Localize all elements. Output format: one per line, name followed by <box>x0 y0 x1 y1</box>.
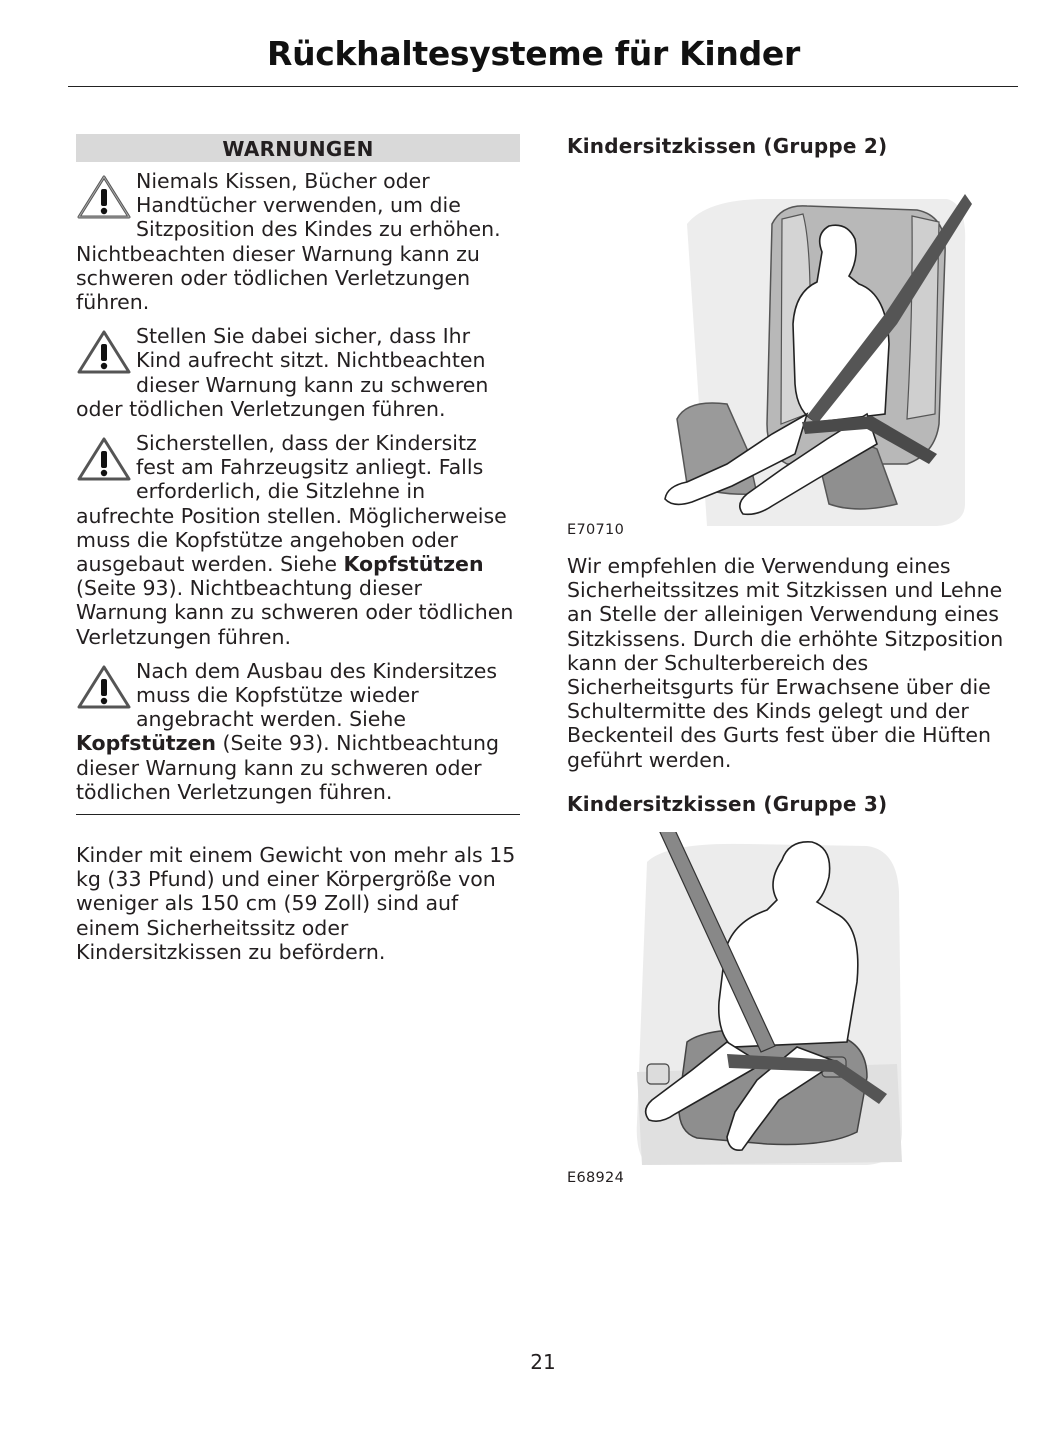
page-title: Rückhaltesysteme für Kinder <box>266 34 800 73</box>
right-column <box>567 134 1019 1186</box>
warning-text: Stellen Sie dabei sicher, dass Ihr Kind aufrecht sitzt. Nichtbeachten dieser Warnung kann zu schweren oder tödlichen Verletzungen führen. <box>76 324 489 421</box>
warning-triangle-icon <box>76 664 132 710</box>
warning-triangle-icon <box>76 436 132 482</box>
warning-text: (Seite 93). Nichtbeachtung dieser Warnung kann zu schweren oder tödlichen Verletzungen führen. <box>76 576 514 649</box>
warning-text: Niemals Kissen, Bücher oder Handtücher verwenden, um die Sitzposition des Kindes zu erhöhen. Nichtbeachten dieser Warnung kann zu schweren oder tödlichen Verletzungen führen. <box>76 169 501 315</box>
warning-triangle-icon <box>76 329 132 375</box>
warning-text: Sicherstellen, dass der Kindersitz fest am Fahrzeugsitz anliegt. Falls erforderlich, die Sitzlehne in aufrechte Position stellen. Möglicherweise muss die Kopfstütze angehoben oder ausgebaut werden. Siehe <box>76 431 507 577</box>
figure-code: E68924 <box>567 1169 625 1186</box>
section-heading-group3: Kindersitzkissen (Gruppe 3) <box>567 791 888 816</box>
cross-reference-link[interactable]: Kopfstützen <box>76 731 217 756</box>
page-number: 21 <box>530 1350 556 1374</box>
warnings-end-rule <box>76 814 520 815</box>
booster-cushion-illustration <box>567 832 1019 1182</box>
warning-triangle-icon <box>76 174 132 220</box>
group2-paragraph: Wir empfehlen die Verwendung eines Sicherheitssitzes mit Sitzkissen und Lehne an Stelle der alleinigen Verwendung eines Sitzkissens. Durch die erhöhte Sitzposition kann der Schulterbereich des Sicherheitsgurts für Erwachsene über die Schultermitte des Kinds gelegt und der Beckenteil des Gurts fest über die Hüften geführt werden. <box>567 554 1004 772</box>
booster-seat-illustration <box>567 164 1019 534</box>
title-rule <box>68 86 1018 87</box>
warning-text: Nach dem Ausbau des Kindersitzes muss die Kopfstütze wieder angebracht werden. Siehe <box>136 658 498 732</box>
warning-item-1 <box>76 169 520 314</box>
left-column <box>76 134 520 964</box>
warning-item-4 <box>76 659 520 804</box>
body-paragraph: Kinder mit einem Gewicht von mehr als 15 kg (33 Pfund) und einer Körpergröße von weniger als 150 cm (59 Zoll) sind auf einem Sicherheitssitz oder Kindersitzkissen zu befördern. <box>76 843 516 964</box>
cross-reference-link[interactable]: Kopfstützen <box>343 552 484 577</box>
warning-item-3 <box>76 431 520 649</box>
figure-booster-cushion-group3 <box>567 832 1019 1182</box>
figure-code: E70710 <box>567 522 625 538</box>
section-heading-group2: Kindersitzkissen (Gruppe 2) <box>567 134 888 158</box>
warning-item-2 <box>76 324 520 421</box>
figure-booster-seat-group2 <box>567 164 1019 534</box>
warnings-heading: WARNUNGEN <box>76 134 520 162</box>
warning-text: (Seite 93). Nichtbeachtung dieser Warnung kann zu schweren oder tödlichen Verletzungen führen. <box>76 731 499 804</box>
